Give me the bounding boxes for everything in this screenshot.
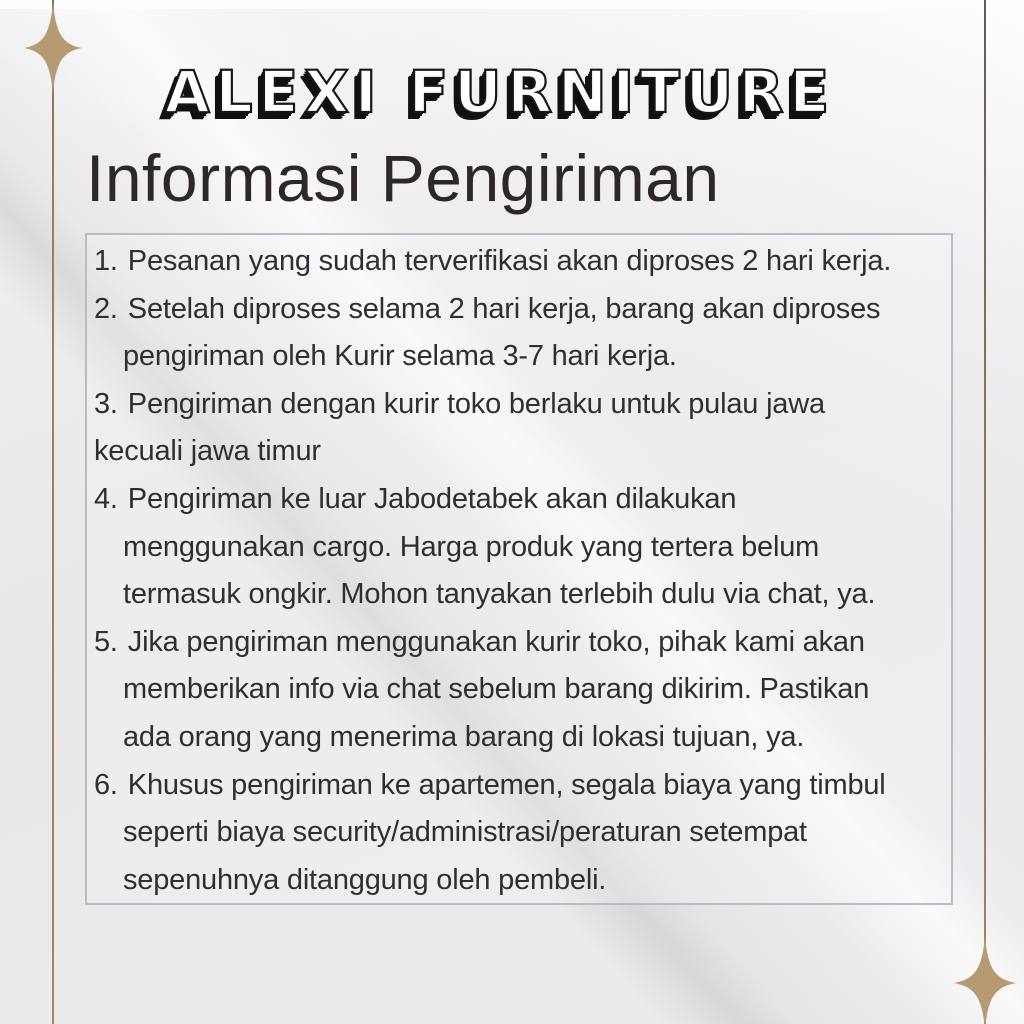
item-text: Pengiriman ke luar Jabodetabek akan dilakukan: [127, 482, 737, 515]
list-item-4: [94, 476, 945, 524]
list-item-5: [94, 619, 945, 667]
list-item-4-cont: termasuk ongkir. Mohon tanyakan terlebih dulu via chat, ya.: [123, 578, 876, 611]
shipping-info-box: [85, 233, 953, 905]
list-item-5-cont: memberikan info via chat sebelum barang dikirim. Pastikan: [123, 673, 870, 706]
left-accent-line: [52, 0, 54, 1024]
item-text: Setelah diproses selama 2 hari kerja, barang akan diproses: [127, 292, 881, 325]
brand-title: ALEXI FURNITURE: [164, 58, 836, 126]
list-item-6-cont: sepenuhnya ditanggung oleh pembeli.: [123, 863, 607, 896]
page-title: Informasi Pengiriman: [86, 141, 720, 215]
item-number: 1.: [94, 245, 118, 277]
list-item-1: [94, 238, 945, 286]
item-number: 4.: [94, 482, 118, 515]
item-number: 5.: [94, 625, 118, 658]
list-item-6: [94, 762, 945, 810]
list-item-3-cont: kecuali jawa timur: [94, 435, 321, 468]
list-item-5-cont: ada orang yang menerima barang di lokasi tujuan, ya.: [123, 720, 805, 753]
item-number: 3.: [94, 387, 118, 420]
item-text: Khusus pengiriman ke apartemen, segala biaya yang timbul: [127, 768, 886, 801]
top-border-strip: [0, 0, 1024, 9]
item-text: Jika pengiriman menggunakan kurir toko, pihak kami akan: [127, 625, 865, 658]
sparkle-icon: [953, 934, 1017, 1024]
item-text: Pengiriman dengan kurir toko berlaku untuk pulau jawa: [127, 387, 825, 420]
list-item-2-cont: pengiriman oleh Kurir selama 3-7 hari kerja.: [123, 340, 677, 373]
list-item-3: [94, 381, 945, 429]
item-text: Pesanan yang sudah terverifikasi akan diproses 2 hari kerja.: [127, 245, 892, 277]
item-number: 6.: [94, 768, 118, 801]
list-item-6-cont: seperti biaya security/administrasi/peraturan setempat: [123, 816, 807, 849]
item-number: 2.: [94, 292, 118, 325]
right-accent-line: [984, 0, 986, 1024]
list-item-2: [94, 286, 945, 334]
list-item-4-cont: menggunakan cargo. Harga produk yang tertera belum: [123, 530, 820, 563]
